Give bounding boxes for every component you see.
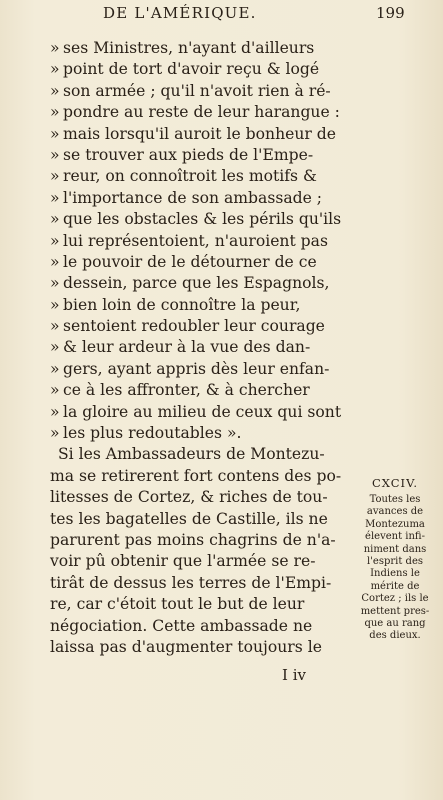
quote-mark: » <box>50 317 60 336</box>
line-text: Si les Ambassadeurs de Montezu- <box>58 445 325 464</box>
marginal-note-line: Indiens le <box>370 568 420 580</box>
quote-mark: » <box>50 274 60 293</box>
text-line <box>50 316 355 337</box>
quote-mark: » <box>50 145 60 164</box>
quote-mark: » <box>50 81 60 100</box>
line-text: sentoient redoubler leur courage <box>63 317 325 336</box>
line-text: son armée ; qu'il n'avoit rien à ré- <box>63 81 331 100</box>
text-line <box>50 231 355 252</box>
text-line <box>50 38 355 59</box>
signature-mark: I iv <box>282 666 306 684</box>
quote-mark: » <box>50 231 60 250</box>
quote-mark: » <box>50 338 60 357</box>
text-line <box>50 359 355 380</box>
text-line <box>50 252 355 273</box>
quote-mark: » <box>50 252 60 271</box>
line-text: bien loin de connoître la peur, <box>63 295 301 314</box>
line-text: ma se retirerent fort contens des po- <box>50 466 342 485</box>
marginal-note-line: élevent infi- <box>365 531 425 543</box>
line-text: laissa pas d'augmenter toujours le <box>50 637 322 656</box>
quote-mark: » <box>50 124 60 143</box>
line-text: l'importance de son ambassade ; <box>63 188 323 207</box>
line-text: tes les bagatelles de Castille, ils ne <box>50 509 328 528</box>
marginal-note-line: l'esprit des <box>366 556 424 568</box>
text-line <box>50 102 355 123</box>
quote-mark: » <box>50 39 60 57</box>
text-line <box>50 594 355 615</box>
text-line <box>50 124 355 145</box>
line-text: pondre au reste de leur harangue : <box>63 103 340 122</box>
running-header: DE L'AMÉRIQUE. <box>103 4 257 22</box>
quote-mark: » <box>50 188 60 207</box>
quote-mark: » <box>50 167 60 186</box>
quote-mark: » <box>50 103 60 122</box>
text-line <box>50 209 355 230</box>
quote-mark: » <box>50 295 60 314</box>
marginal-note-heading: CXCIV. <box>371 476 419 490</box>
marginal-note <box>356 476 434 643</box>
text-line <box>50 466 355 487</box>
marginal-note-line: des dieux. <box>369 630 421 642</box>
line-text: mais lorsqu'il auroit le bonheur de <box>63 124 337 143</box>
text-line <box>50 509 355 530</box>
line-text: ce à les affronter, & à chercher <box>63 381 310 400</box>
line-text: re, car c'étoit tout le but de leur <box>50 595 305 614</box>
marginal-note-line: Toutes les <box>369 494 421 505</box>
line-text: voir pû obtenir que l'armée se re- <box>50 552 316 571</box>
text-line <box>50 81 355 102</box>
text-line <box>50 188 355 209</box>
line-text: les plus redoutables ». <box>63 424 242 443</box>
line-text: parurent pas moins chagrins de n'a- <box>50 530 336 549</box>
marginal-note-line: que au rang <box>364 618 426 630</box>
line-text: négociation. Cette ambassade ne <box>50 616 313 635</box>
quote-mark: » <box>50 424 60 443</box>
line-text: que les obstacles & les périls qu'ils <box>63 210 342 229</box>
marginal-note-lines <box>356 494 434 643</box>
text-line <box>50 616 355 637</box>
line-text: litesses de Cortez, & riches de tou- <box>50 488 328 507</box>
marginal-note-line: avances de <box>366 506 424 518</box>
text-line <box>50 637 355 658</box>
quote-mark: » <box>50 402 60 421</box>
line-text: & leur ardeur à la vue des dan- <box>63 338 311 357</box>
quote-mark: » <box>50 381 60 400</box>
text-line <box>50 59 355 80</box>
line-text: ses Ministres, n'ayant d'ailleurs <box>63 39 315 57</box>
text-line <box>50 573 355 594</box>
body-text <box>50 38 355 658</box>
page-number: 199 <box>376 4 405 22</box>
line-text: la gloire au milieu de ceux qui sont <box>63 402 342 421</box>
line-text: tirât de dessus les terres de l'Empi- <box>50 573 332 592</box>
marginal-note-line: niment dans <box>363 543 427 555</box>
text-line <box>50 145 355 166</box>
marginal-note-line: mettent pres- <box>360 605 430 617</box>
line-text: dessein, parce que les Espagnols, <box>63 274 330 293</box>
line-text: reur, on connoîtroit les motifs & <box>63 167 317 186</box>
quote-mark: » <box>50 60 60 79</box>
text-line <box>50 551 355 572</box>
line-text: gers, ayant appris dès leur enfan- <box>63 359 330 378</box>
text-line <box>50 423 355 444</box>
text-line <box>50 444 355 465</box>
marginal-note-line: mérite de <box>370 580 420 592</box>
line-text: le pouvoir de le détourner de ce <box>63 252 317 271</box>
marginal-note-line: Montezuma <box>365 518 425 530</box>
marginal-note-line: Cortez ; ils le <box>361 593 429 605</box>
line-text: se trouver aux pieds de l'Empe- <box>63 145 314 164</box>
line-text: point de tort d'avoir reçu & logé <box>63 60 320 79</box>
text-line <box>50 273 355 294</box>
text-line <box>50 166 355 187</box>
text-line <box>50 380 355 401</box>
text-line <box>50 530 355 551</box>
text-line <box>50 402 355 423</box>
line-text: lui représentoient, n'auroient pas <box>63 231 328 250</box>
quote-mark: » <box>50 210 60 229</box>
quote-mark: » <box>50 359 60 378</box>
text-line <box>50 295 355 316</box>
text-line <box>50 487 355 508</box>
text-line <box>50 337 355 358</box>
